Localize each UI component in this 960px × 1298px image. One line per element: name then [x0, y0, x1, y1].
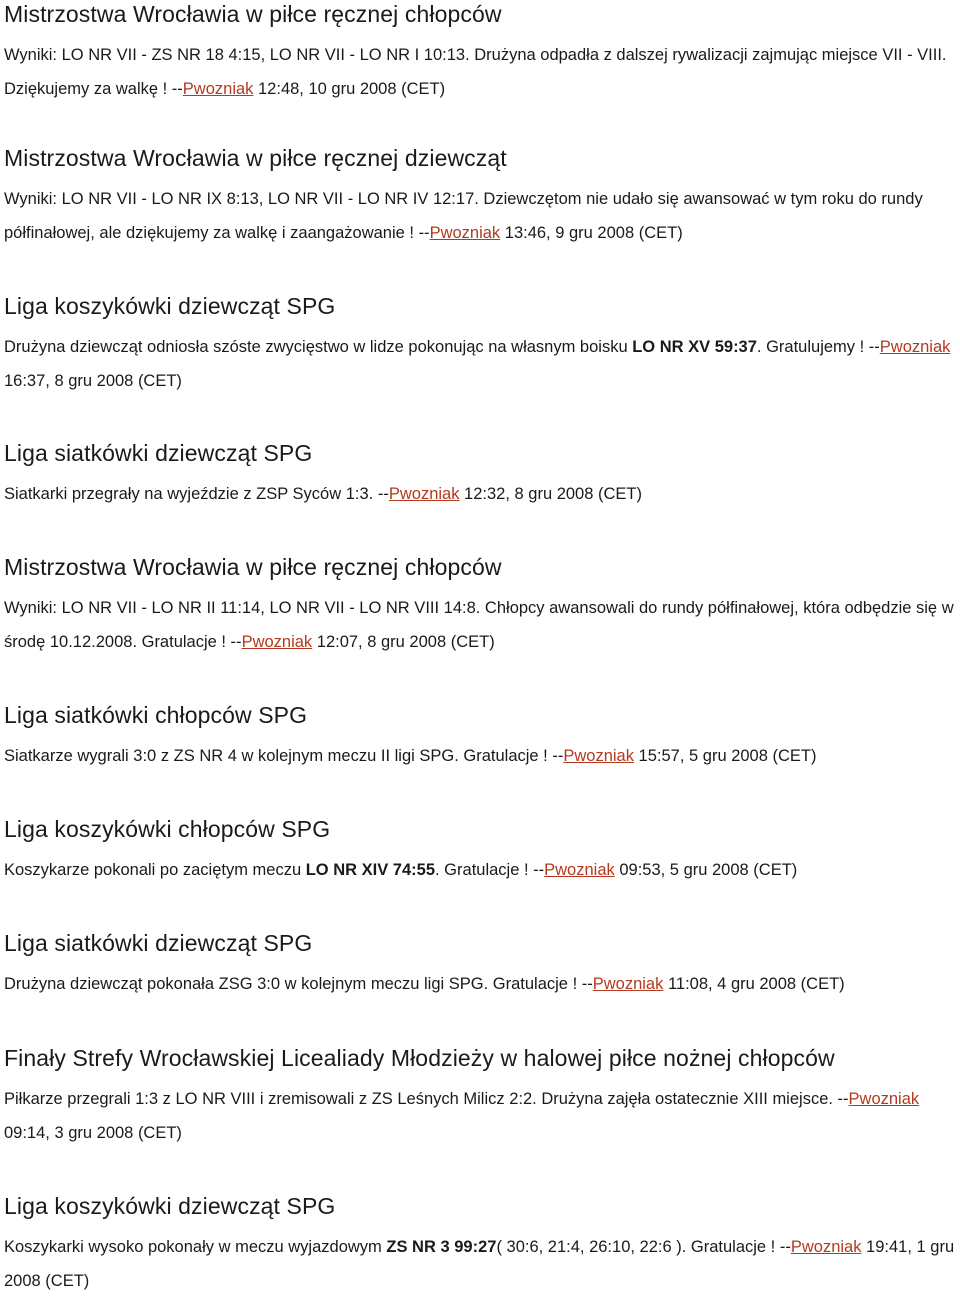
news-entry — [4, 292, 956, 398]
news-entry — [4, 144, 956, 250]
entry-title: Liga siatkówki dziewcząt SPG — [4, 440, 313, 466]
author-link[interactable]: Pwozniak — [592, 975, 664, 993]
author-link[interactable]: Pwozniak — [388, 485, 460, 503]
entry-body: Wyniki: LO NR VII - LO NR II 11:14, LO NR VII - LO NR VIII 14:8. Chłopcy awansowali do rundy półfinałowej, która odbędzie się w środę 10.12.2008. Gratulacje ! --Pwozniak 12:07, 8 gru 2008 (CET) — [4, 599, 954, 651]
entry-title: Mistrzostwa Wrocławia w piłce ręcznej chłopców — [4, 554, 502, 580]
author-link[interactable]: Pwozniak — [182, 80, 254, 98]
news-entry — [4, 815, 956, 887]
author-link[interactable]: Pwozniak — [848, 1090, 920, 1108]
entry-title: Liga koszykówki dziewcząt SPG — [4, 293, 336, 319]
entry-title: Liga koszykówki dziewcząt SPG — [4, 1193, 336, 1219]
news-entry — [4, 1192, 956, 1298]
author-link[interactable]: Pwozniak — [429, 224, 501, 242]
news-entry — [4, 553, 956, 659]
author-link[interactable]: Pwozniak — [790, 1238, 862, 1256]
entry-body: Siatkarki przegrały na wyjeździe z ZSP Syców 1:3. --Pwozniak 12:32, 8 gru 2008 (CET) — [4, 485, 642, 503]
entry-title: Finały Strefy Wrocławskiej Licealiady Młodzieży w halowej piłce nożnej chłopców — [4, 1045, 835, 1071]
news-entry — [4, 701, 956, 773]
author-link[interactable]: Pwozniak — [879, 338, 951, 356]
entry-body: Koszykarki wysoko pokonały w meczu wyjazdowym ZS NR 3 99:27( 30:6, 21:4, 26:10, 22:6 ). Gratulacje ! --Pwozniak 19:41, 1 gru 2008 (CET) — [4, 1238, 955, 1290]
author-link[interactable]: Pwozniak — [544, 861, 615, 879]
entry-title: Mistrzostwa Wrocławia w piłce ręcznej chłopców — [4, 1, 502, 27]
news-entry — [4, 439, 956, 511]
entry-body: Wyniki: LO NR VII - LO NR IX 8:13, LO NR VII - LO NR IV 12:17. Dziewczętom nie udało się awansować w tym roku do rundy półfinałowej, ale dziękujemy za walkę i zaangażowanie ! --Pwozniak 13:46, 9 gru 2008 (CET) — [4, 190, 923, 242]
entry-body: Koszykarze pokonali po zaciętym meczu LO NR XIV 74:55. Gratulacje ! --Pwozniak 09:53, 5 gru 2008 (CET) — [4, 861, 798, 879]
entry-body: Drużyna dziewcząt odniosła szóste zwycięstwo w lidze pokonując na własnym boisku LO NR XV 59:37. Gratulujemy ! --Pwozniak 16:37, 8 gru 2008 (CET) — [4, 338, 951, 390]
entry-title: Liga siatkówki dziewcząt SPG — [4, 930, 313, 956]
news-entry — [4, 929, 956, 1001]
entry-title: Liga koszykówki chłopców SPG — [4, 816, 331, 842]
news-entry — [4, 0, 956, 106]
entry-title: Liga siatkówki chłopców SPG — [4, 702, 308, 728]
author-link[interactable]: Pwozniak — [563, 747, 634, 765]
news-entry — [4, 1044, 956, 1150]
author-link[interactable]: Pwozniak — [241, 633, 313, 651]
entry-body: Wyniki: LO NR VII - ZS NR 18 4:15, LO NR VII - LO NR I 10:13. Drużyna odpadła z dalszej rywalizacji zajmując miejsce VII - VIII. Dziękujemy za walkę ! --Pwozniak 12:48, 10 gru 2008 (CET) — [4, 46, 947, 98]
entry-title: Mistrzostwa Wrocławia w piłce ręcznej dziewcząt — [4, 145, 507, 171]
entry-body: Drużyna dziewcząt pokonała ZSG 3:0 w kolejnym meczu ligi SPG. Gratulacje ! --Pwozniak 11:08, 4 gru 2008 (CET) — [4, 975, 845, 993]
entry-body: Siatkarze wygrali 3:0 z ZS NR 4 w kolejnym meczu II ligi SPG. Gratulacje ! --Pwozniak 15:57, 5 gru 2008 (CET) — [4, 747, 817, 765]
entry-body: Piłkarze przegrali 1:3 z LO NR VIII i zremisowali z ZS Leśnych Milicz 2:2. Drużyna zajęła ostatecznie XIII miejsce. --Pwozniak 09:14, 3 gru 2008 (CET) — [4, 1090, 920, 1142]
